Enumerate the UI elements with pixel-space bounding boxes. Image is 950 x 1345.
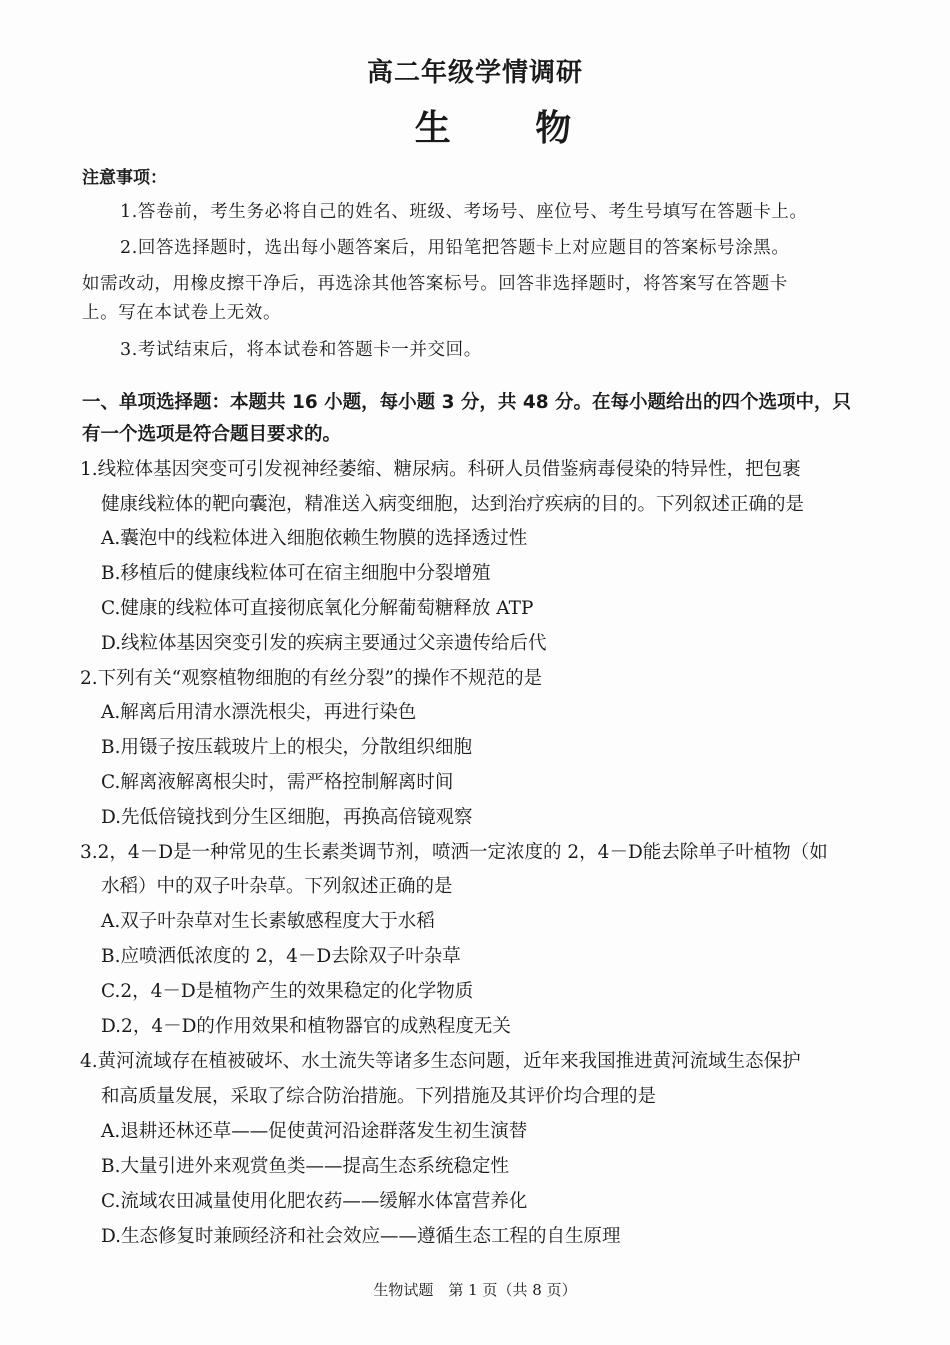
notice-line-4: 上。写在本试卷上无效。 — [82, 303, 282, 323]
notice-line-2: 2.回答选择题时，选出每小题答案后，用铅笔把答题卡上对应题目的答案标号涂黑。 — [120, 238, 790, 258]
section-heading-line-2: 有一个选项是符合题目要求的。 — [82, 424, 342, 445]
question-4-option-c: C.流域农田减量使用化肥农药——缓解水体富营养化 — [101, 1191, 528, 1212]
question-2-option-d: D.先低倍镜找到分生区细胞，再换高倍镜观察 — [101, 807, 473, 828]
notice-line-3: 如需改动，用橡皮擦干净后，再选涂其他答案标号。回答非选择题时，将答案写在答题卡 — [82, 274, 788, 294]
question-2-option-c: C.解离液解离根尖时，需严格控制解离时间 — [101, 772, 454, 793]
question-1-option-c: C.健康的线粒体可直接彻底氧化分解葡萄糖释放 ATP — [101, 598, 534, 619]
exam-title: 高二年级学情调研 — [366, 58, 583, 88]
notice-heading: 注意事项： — [82, 168, 167, 188]
question-1-option-a: A.囊泡中的线粒体进入细胞依赖生物膜的选择透过性 — [101, 528, 528, 549]
question-3-option-b: B.应喷洒低浓度的 2，4－D去除双子叶杂草 — [101, 946, 461, 967]
question-4-stem-line-2: 和高质量发展，采取了综合防治措施。下列措施及其评价均合理的是 — [101, 1086, 657, 1107]
question-1-option-d: D.线粒体基因突变引发的疾病主要通过父亲遗传给后代 — [101, 633, 547, 654]
question-1-stem-line-2: 健康线粒体的靶向囊泡，精准送入病变细胞，达到治疗疾病的目的。下列叙述正确的是 — [101, 494, 805, 515]
question-1-stem-line-1: 1.线粒体基因突变可引发视神经萎缩、糖尿病。科研人员借鉴病毒侵染的特异性，把包裹 — [80, 459, 801, 480]
notice-line-5: 3.考试结束后，将本试卷和答题卡一并交回。 — [120, 340, 482, 360]
question-3-option-d: D.2，4－D的作用效果和植物器官的成熟程度无关 — [101, 1016, 511, 1037]
question-3-stem-line-1: 3.2，4－D是一种常见的生长素类调节剂，喷洒一定浓度的 2，4－D能去除单子叶植物（如 — [80, 842, 828, 863]
question-3-option-c: C.2，4－D是植物产生的效果稳定的化学物质 — [101, 981, 474, 1002]
question-4-stem-line-1: 4.黄河流域存在植被破坏、水土流失等诸多生态问题，近年来我国推进黄河流域生态保护 — [80, 1051, 801, 1072]
question-4-option-d: D.生态修复时兼顾经济和社会效应——遵循生态工程的自生原理 — [101, 1226, 621, 1247]
subject-title: 生 物 — [414, 108, 608, 149]
question-2-option-b: B.用镊子按压载玻片上的根尖，分散组织细胞 — [101, 737, 472, 758]
question-3-stem-line-2: 水稻）中的双子叶杂草。下列叙述正确的是 — [101, 876, 453, 897]
page-footer: 生物试题 第 1 页（共 8 页） — [373, 1281, 577, 1299]
question-4-option-b: B.大量引进外来观赏鱼类——提高生态系统稳定性 — [101, 1156, 509, 1177]
section-heading-line-1: 一、单项选择题：本题共 16 小题，每小题 3 分，共 48 分。在每小题给出的四个选项中，只 — [82, 392, 852, 413]
question-1-option-b: B.移植后的健康线粒体可在宿主细胞中分裂增殖 — [101, 563, 491, 584]
question-2-stem-line-1: 2.下列有关“观察植物细胞的有丝分裂”的操作不规范的是 — [80, 668, 543, 689]
question-3-option-a: A.双子叶杂草对生长素敏感程度大于水稻 — [101, 911, 435, 932]
notice-line-1: 1.答卷前，考生务必将自己的姓名、班级、考场号、座位号、考生号填写在答题卡上。 — [120, 202, 808, 222]
question-4-option-a: A.退耕还林还草——促使黄河沿途群落发生初生演替 — [101, 1121, 528, 1142]
question-2-option-a: A.解离后用清水漂洗根尖，再进行染色 — [101, 702, 417, 723]
